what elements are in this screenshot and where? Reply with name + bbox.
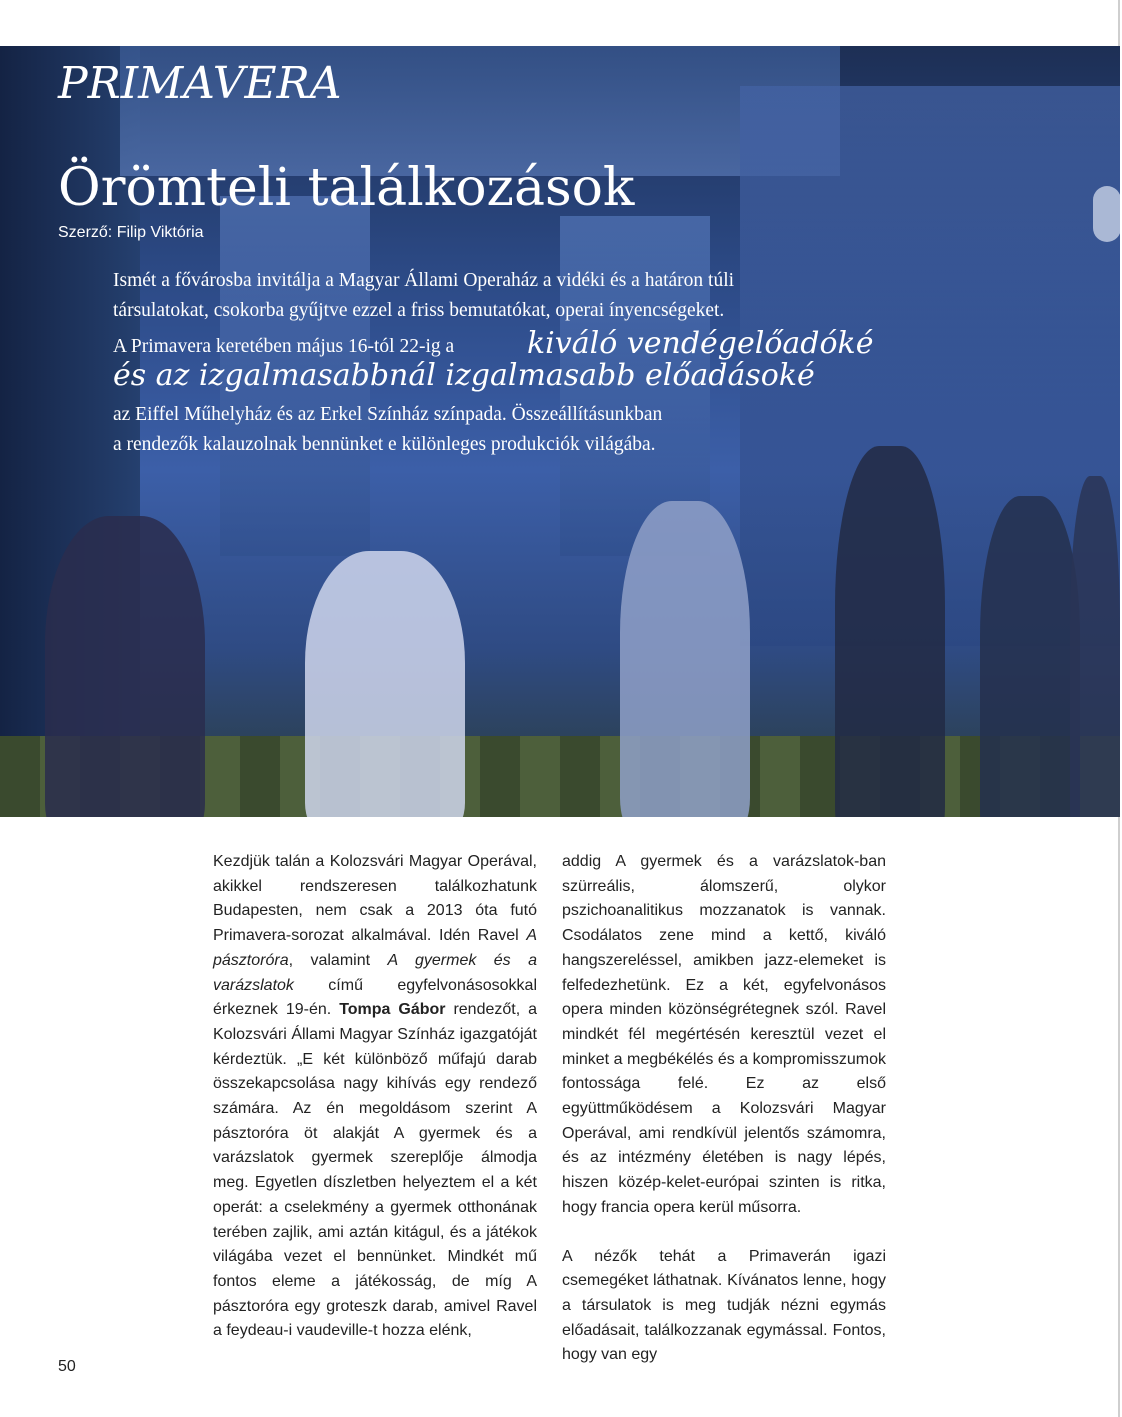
lead-line: társulatokat, csokorba gyűjtve ezzel a friss bemutatókat, operai ínyencségeket.	[113, 300, 725, 321]
lead-highlight: kiváló vendégelőadóké	[527, 326, 874, 361]
paragraph: addig A gyermek és a varázslatok-ban szürreális, álomszerű, olykor pszichoanalitikus mozzanatok is vannak. Csodálatos zene mind a kettő, kiváló hangszereléssel, amikben jazz-elemeket is felfedezhetünk. Ez a két, egyfelvonásos opera minden közönségrétegnek szól. Ravel mindkét fél megértésén keresztül vezet el minket a megbékélés és a kompromisszumok fontossága felé. Ez az első együttműködésem a Kolozsvári Magyar Operával, ami rendkívül jelentős számomra, és az intézmény életében is nagy lépés, hiszen közép-kelet-európai szinten is ritka, hogy francia opera kerül műsorra.	[562, 853, 886, 1216]
lead-line: Ismét a fővárosba invitálja a Magyar Állami Operaház a vidéki és a határon túli	[113, 270, 735, 291]
article-column-2	[562, 850, 886, 1368]
performer-figure	[305, 551, 465, 817]
performer-figure	[45, 516, 205, 817]
paragraph: Kezdjük talán a Kolozsvári Magyar Operával, akikkel rendszeresen találkozhatunk Budapesten, nem csak a 2013 óta futó Primavera-sorozat alkalmával. Idén Ravel A pásztoróra, valamint A gyermek és a varázslatok című egyfelvonásosokkal érkeznek 19-én. Tompa Gábor rendezőt, a Kolozsvári Állami Magyar Színház igazgatóját kérdeztük. „E két különböző műfajú darab összekapcsolása nagy kihívás egy rendező számára. Az én megoldásom szerint A pásztoróra öt alakját A gyermek és a varázslatok gyermek szereplője álmodja meg. Egyetlen díszletben helyeztem el a két operát: a cselekmény a gyermek otthonának terében zajlik, ami aztán kitágul, és a játékok világába vezet el bennünket. Mindkét mű fontos eleme a játékosság, de míg A pásztoróra egy groteszk darab, amivel Ravel a feydeau-i vaudeville-t hozza elénk,	[213, 853, 538, 1340]
lead-line: az Eiffel Műhelyház és az Erkel Színház színpada. Összeállításunkban	[113, 404, 663, 425]
page-number: 50	[58, 1358, 76, 1375]
director-name: Tompa Gábor	[339, 1001, 446, 1019]
section-label: PRIMAVERA	[58, 58, 342, 109]
clock-prop	[1093, 186, 1120, 242]
performer-figure	[620, 501, 750, 817]
lead-line: A Primavera keretében május 16-tól 22-ig a	[113, 336, 455, 357]
lead-highlight: és az izgalmasabbnál izgalmasabb előadásoké	[113, 358, 815, 393]
lead-line: a rendezők kalauzolnak bennünket e különleges produkciók világába.	[113, 434, 656, 455]
article-column-1	[213, 850, 537, 1344]
performer-figure	[980, 496, 1080, 817]
article-title: Örömteli találkozások	[58, 158, 635, 218]
performer-figure	[1070, 476, 1120, 817]
article-author: Szerző: Filip Viktória	[58, 224, 204, 241]
paragraph: A nézők tehát a Primaverán igazi csemegéket láthatnak. Kívánatos lenne, hogy a társulatok is meg tudják nézni egymás előadásait, találkozzanak egymással. Fontos, hogy van egy	[562, 1247, 886, 1364]
performer-figure	[835, 446, 945, 817]
